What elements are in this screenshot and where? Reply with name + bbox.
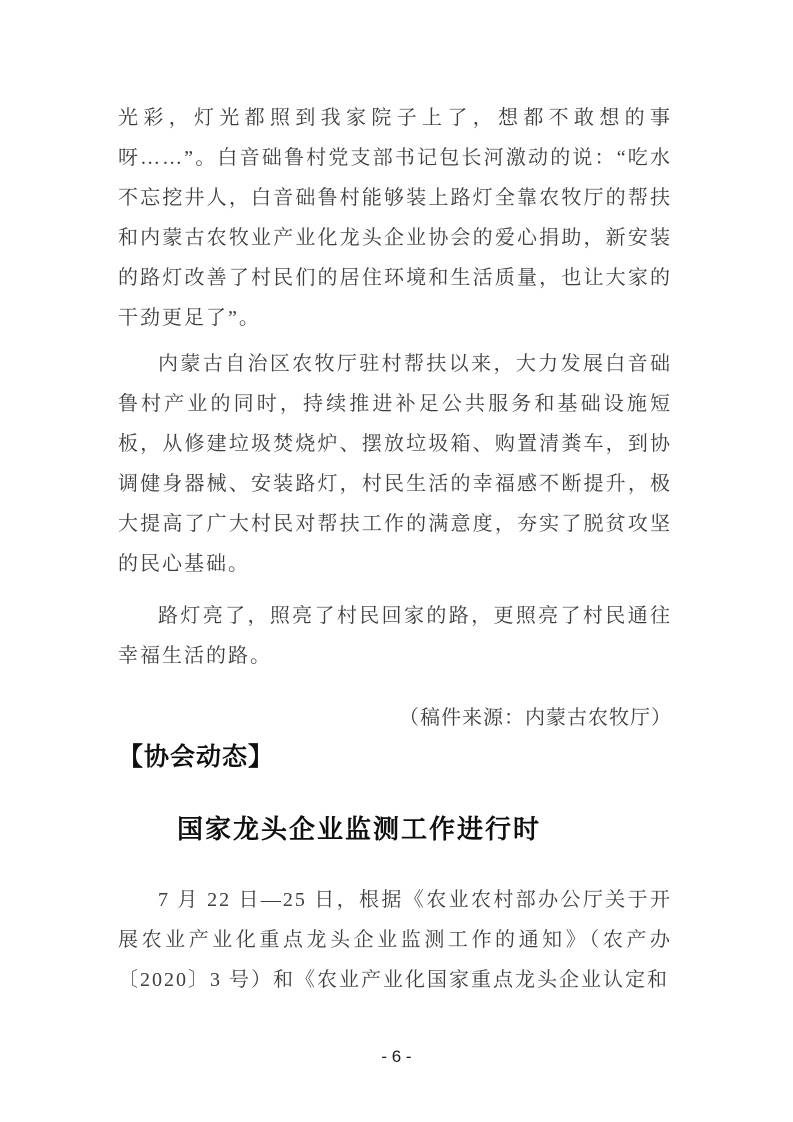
document-body xyxy=(118,98,672,1006)
paragraph: 7 月 22 日—25 日，根据《农业农村部办公厅关于开展农业产业化重点龙头企业监测工作的通知》（农产办〔2020〕3 号）和《农业产业化国家重点龙头企业认定和 xyxy=(118,889,672,991)
article-title: 国家龙头企业监测工作进行时 xyxy=(176,815,541,844)
paragraph-continuation: 光彩，灯光都照到我家院子上了，想都不敢想的事呀……”。白音础鲁村党支部书记包长河激动的说：“吃水不忘挖井人，白音础鲁村能够装上路灯全靠农牧厅的帮扶和内蒙古农牧业产业化龙头企业协会的爱心捐助，新安装的路灯改善了村民们的居住环境和生活质量，也让大家的干劲更足了”。 xyxy=(118,107,672,329)
paragraph: 内蒙古自治区农牧厅驻村帮扶以来，大力发展白音础鲁村产业的同时，持续推进补足公共服务和基础设施短板，从修建垃圾焚烧炉、摆放垃圾箱、购置清粪车，到协调健身器械、安装路灯，村民生活的幸福感不断提升，极大提高了广大村民对帮扶工作的满意度，夯实了脱贫攻坚的民心基础。 xyxy=(118,353,672,575)
page-number: - 6 - xyxy=(381,1047,412,1066)
section-header: 【协会动态】 xyxy=(118,743,275,771)
paragraph: 路灯亮了，照亮了村民回家的路，更照亮了村民通往幸福生活的路。 xyxy=(118,605,672,667)
source-attribution: （稿件来源：内蒙古农牧厅） xyxy=(399,707,672,729)
